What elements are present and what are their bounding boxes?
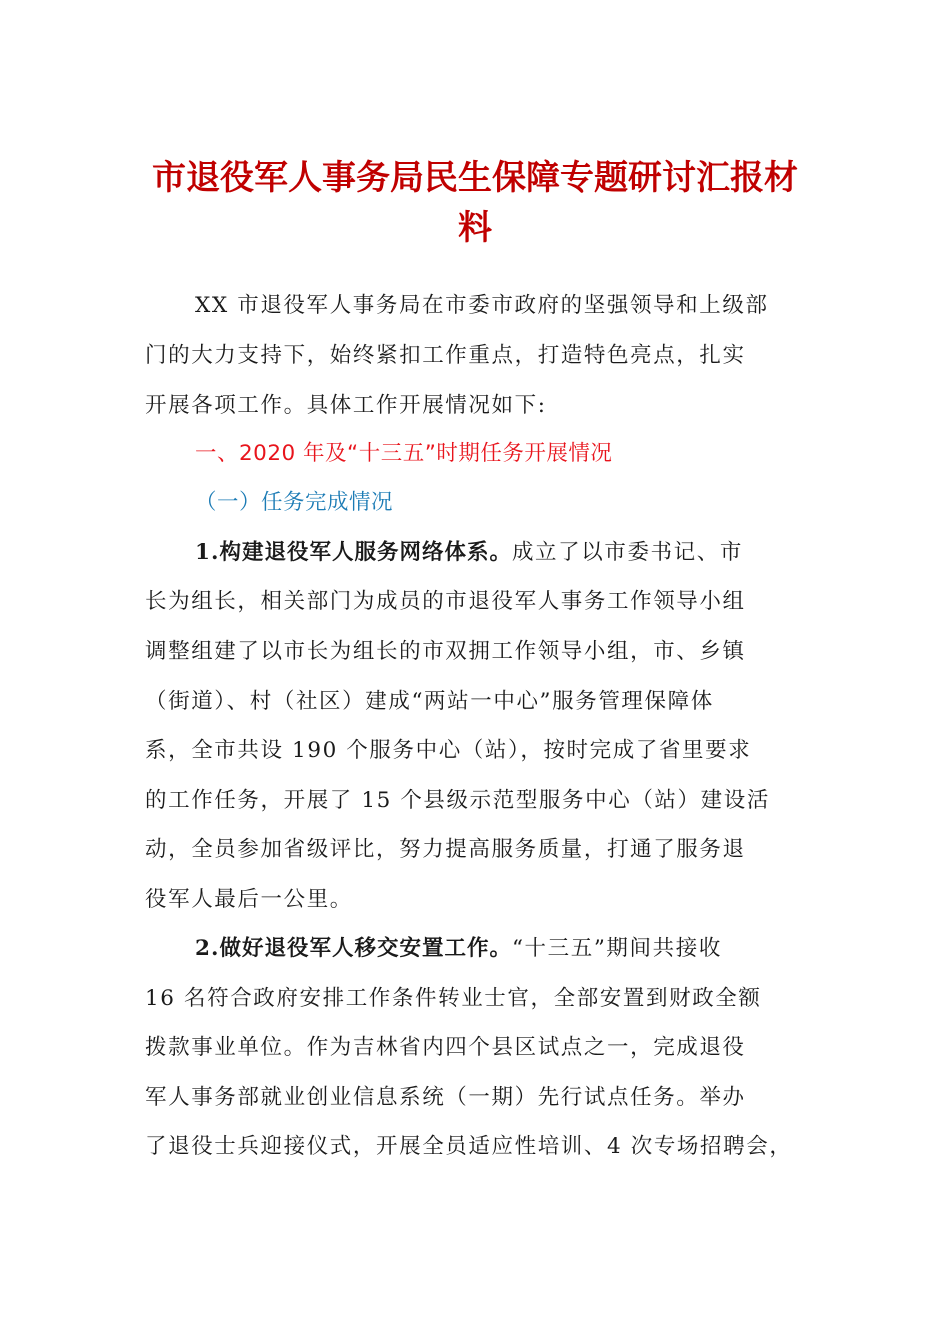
- item1-first-line: [195, 538, 743, 568]
- item2-line: 拨款事业单位。作为吉林省内四个县区试点之一，完成退役: [145, 1035, 746, 1060]
- item2-line: 军人事务部就业创业信息系统（一期）先行试点任务。举办: [145, 1085, 746, 1110]
- item1-line: 系，全市共设 190 个服务中心（站），按时完成了省里要求: [145, 738, 752, 763]
- item1-line: 长为组长，相关部门为成员的市退役军人事务工作领导小组: [145, 589, 746, 614]
- intro-line-2: 门的大力支持下，始终紧扣工作重点，打造特色亮点，扎实: [145, 343, 746, 368]
- item2-bold-lead: 2.做好退役军人移交安置工作。: [195, 936, 512, 961]
- item1-first-rest: 成立了以市委书记、市: [511, 540, 743, 565]
- item2-first-rest: “十三五”期间共接收: [511, 936, 722, 961]
- item1-bold-lead: 1.构建退役军人服务网络体系。: [195, 540, 512, 565]
- document-title-line-2: 料: [458, 208, 492, 248]
- item1-line: 役军人最后一公里。: [145, 887, 353, 912]
- item2-first-line: [195, 934, 722, 964]
- intro-line-3: 开展各项工作。具体工作开展情况如下:: [145, 393, 547, 418]
- item1-line: （街道）、村（社区）建成“两站一中心”服务管理保障体: [145, 689, 714, 714]
- item1-line: 的工作任务，开展了 15 个县级示范型服务中心（站）建设活: [145, 788, 770, 813]
- document-title-line-1: 市退役军人事务局民生保障专题研讨汇报材: [152, 158, 798, 198]
- item1-line: 调整组建了以市长为组长的市双拥工作领导小组，市、乡镇: [145, 639, 746, 664]
- intro-line-1: XX 市退役军人事务局在市委市政府的坚强领导和上级部: [195, 293, 769, 318]
- item2-line: 了退役士兵迎接仪式，开展全员适应性培训、4 次专场招聘会，: [145, 1134, 793, 1159]
- item1-line: 动，全员参加省级评比，努力提高服务质量，打通了服务退: [145, 837, 746, 862]
- section-heading-1: 一、2020 年及“十三五”时期任务开展情况: [195, 441, 613, 466]
- subsection-heading-1: （一）任务完成情况: [195, 490, 394, 515]
- item2-line: 16 名符合政府安排工作条件转业士官，全部安置到财政全额: [145, 986, 762, 1011]
